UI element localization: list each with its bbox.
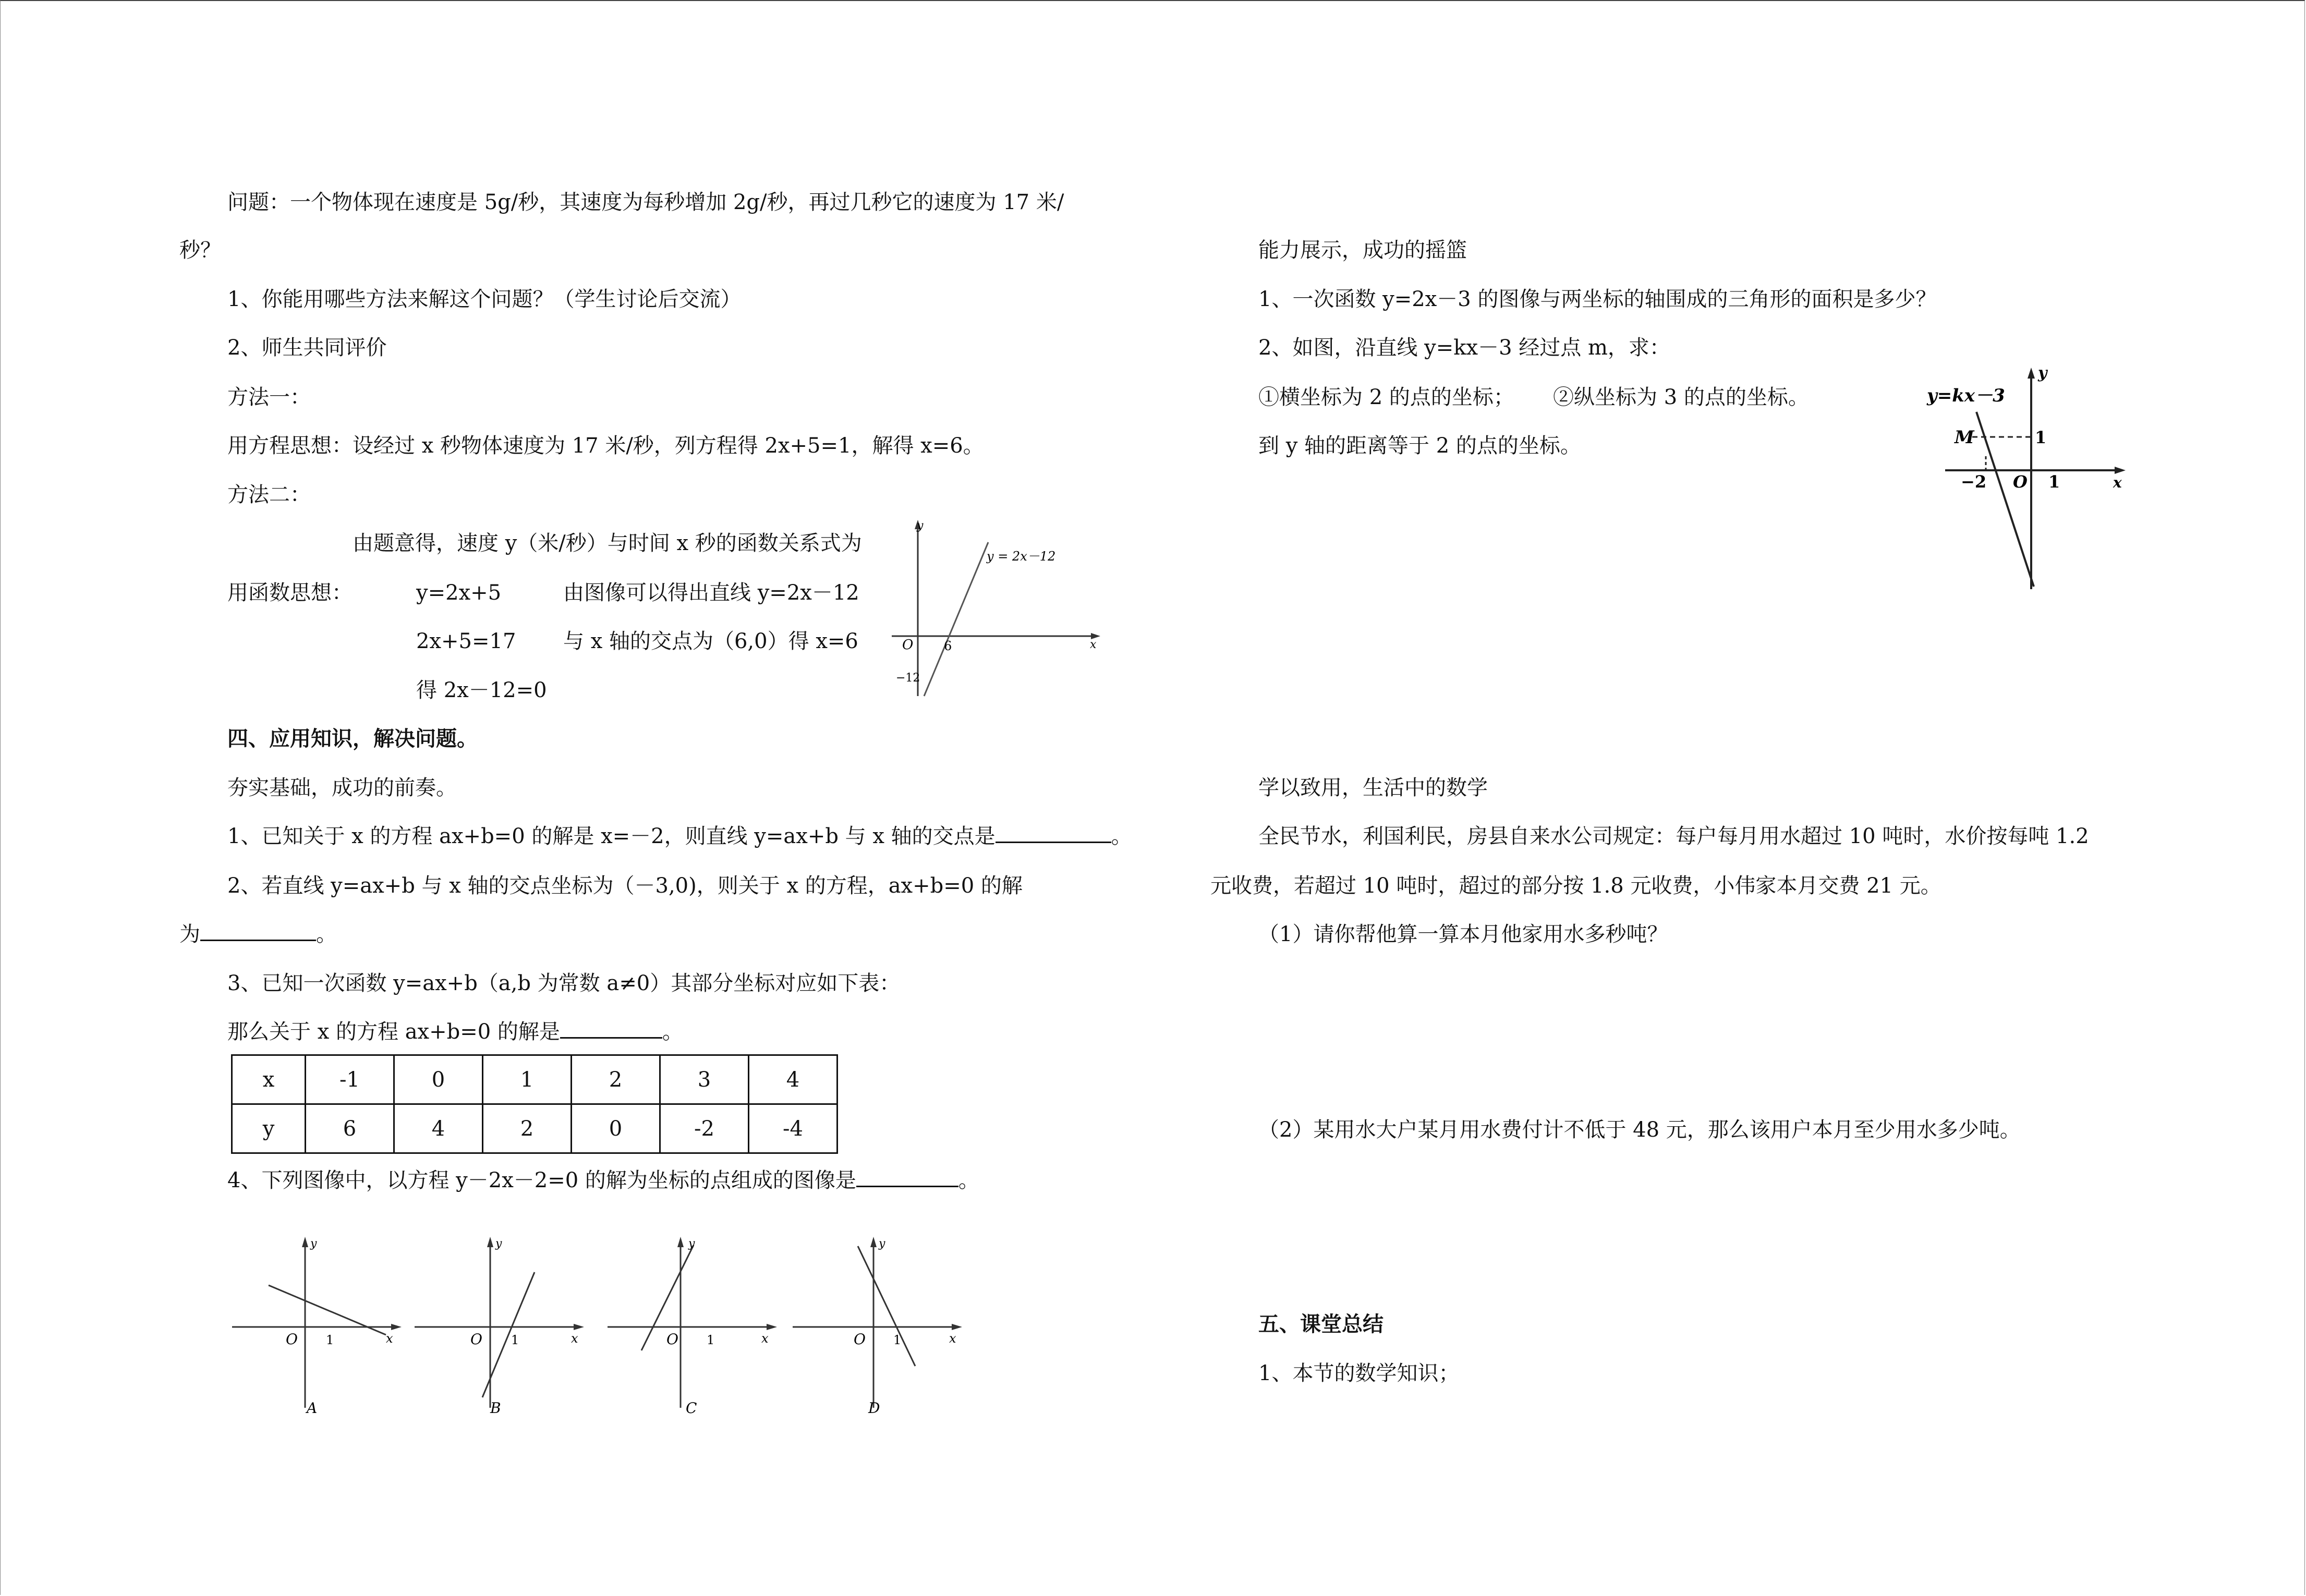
- graph-text-2: 与 x 轴的交点为（6,0）得 x=6: [563, 629, 858, 653]
- exercise-3-blank: [560, 1019, 662, 1039]
- choice-b-tick: 1: [511, 1333, 519, 1347]
- graph1-y-tick: −12: [896, 672, 920, 685]
- choice-graph-b: [412, 1236, 589, 1418]
- table-cell: 1: [483, 1055, 572, 1104]
- section-4-heading: 四、应用知识，解决问题。: [227, 726, 478, 751]
- exercise-2-prefix: 为: [179, 922, 200, 946]
- graph-text-1: 由图像可以得出直线 y=2x－12: [563, 581, 859, 605]
- table-cell: 3: [660, 1055, 749, 1104]
- exercise-2-cont: [179, 922, 337, 947]
- graph2-origin: O: [2013, 472, 2028, 492]
- choice-b-letter: B: [490, 1399, 501, 1417]
- right-question-2c: 到 y 轴的距离等于 2 的点的坐标。: [1258, 434, 1581, 458]
- equation-1: y=2x+5: [416, 581, 502, 605]
- choice-d-tick: 1: [893, 1333, 902, 1347]
- equation-3: 得 2x－12=0: [416, 678, 547, 702]
- table-cell: 0: [394, 1055, 483, 1104]
- exercise-2: 2、若直线 y=ax+b 与 x 轴的交点坐标为（－3,0)，则关于 x 的方程，ax+b=0 的解: [227, 874, 1023, 898]
- exercise-3-end: 。: [662, 1020, 683, 1044]
- exercise-1-blank: [996, 824, 1111, 843]
- table-cell: x: [232, 1055, 306, 1104]
- choice-c-letter: C: [686, 1399, 697, 1417]
- graph1-ylabel: y: [917, 519, 924, 532]
- exercise-3-text: 那么关于 x 的方程 ax+b=0 的解是: [227, 1020, 560, 1044]
- graph2-y-tick: 1: [2035, 428, 2047, 447]
- exercise-4-text: 4、下列图像中，以方程 y－2x－2=0 的解为坐标的点组成的图像是: [227, 1168, 856, 1192]
- choice-b-xlabel: x: [571, 1331, 578, 1346]
- choice-b-origin: O: [470, 1331, 482, 1348]
- water-question-1: （1）请你帮他算一算本月他家用水多秒吨？: [1258, 922, 1668, 946]
- right-question-2b: ②纵坐标为 3 的点的坐标。: [1553, 385, 1809, 409]
- question-2: 2、师生共同评价: [227, 336, 387, 360]
- choice-a-letter: A: [307, 1399, 318, 1417]
- choice-b-ylabel: y: [495, 1237, 502, 1250]
- section-5-heading: 五、课堂总结: [1258, 1312, 1383, 1336]
- method-2-intro: 由题意得，速度 y（米/秒）与时间 x 秒的函数关系式为: [353, 531, 862, 555]
- right-question-2: 2、如图，沿直线 y=kx－3 经过点 m，求：: [1258, 336, 1670, 360]
- value-table: [231, 1054, 838, 1154]
- choice-graph-c: [605, 1236, 782, 1418]
- exercise-3: 3、已知一次函数 y=ax+b（a,b 为常数 a≠0）其部分坐标对应如下表：: [227, 971, 901, 995]
- choice-a-origin: O: [286, 1331, 298, 1348]
- graph2-ylabel: y: [2038, 364, 2047, 382]
- choice-graph-d: [790, 1236, 967, 1418]
- table-cell: -1: [306, 1055, 394, 1104]
- exercise-1-end: 。: [1111, 824, 1132, 848]
- graph1-line-label: y = 2x－12: [987, 549, 1056, 564]
- foundation-heading: 夯实基础，成功的前奏。: [227, 776, 457, 800]
- choice-a-ylabel: y: [310, 1237, 317, 1250]
- table-cell: 0: [572, 1104, 660, 1153]
- table-cell: 6: [306, 1104, 394, 1153]
- choice-c-ylabel: y: [688, 1237, 695, 1250]
- table-cell: 4: [749, 1055, 838, 1104]
- ability-heading: 能力展示，成功的摇篮: [1258, 238, 1467, 262]
- graph2-point: M: [1955, 427, 1974, 448]
- exercise-3-question: [227, 1019, 683, 1044]
- problem-line-2: 秒？: [179, 238, 221, 262]
- exercise-1: [227, 824, 1132, 849]
- graph1-xlabel: x: [1090, 638, 1097, 651]
- choice-a-xlabel: x: [386, 1331, 393, 1346]
- table-cell: 4: [394, 1104, 483, 1153]
- method-1-text: 用方程思想：设经过 x 秒物体速度为 17 米/秒，列方程得 2x+5=1，解得 x=6。: [227, 434, 984, 458]
- graph2-line-label: y=kx－3: [1927, 385, 2005, 406]
- graph2-x-neg: −2: [1961, 472, 1987, 492]
- table-cell: 2: [483, 1104, 572, 1153]
- right-question-1: 1、一次函数 y=2x－3 的图像与两坐标的轴围成的三角形的面积是多少？: [1258, 287, 1937, 311]
- table-row: [232, 1055, 838, 1104]
- water-problem-line-2: 元收费，若超过 10 吨时，超过的部分按 1.8 元收费，小伟家本月交费 21 元。: [1210, 874, 1941, 898]
- choice-c-origin: O: [666, 1331, 678, 1348]
- equation-2: 2x+5=17: [416, 629, 516, 653]
- exercise-1-text: 1、已知关于 x 的方程 ax+b=0 的解是 x=－2，则直线 y=ax+b 与 x 轴的交点是: [227, 824, 996, 848]
- method-2-label: 用函数思想：: [227, 581, 353, 605]
- water-question-2: （2）某用水大户某月用水费付计不低于 48 元，那么该用户本月至少用水多少吨。: [1258, 1118, 2021, 1142]
- method-2-title: 方法二：: [227, 483, 311, 507]
- exercise-4-blank: [856, 1168, 958, 1187]
- choice-d-xlabel: x: [949, 1331, 956, 1346]
- choice-d-origin: O: [854, 1331, 866, 1348]
- graph2-xlabel: x: [2113, 474, 2122, 491]
- choice-a-tick: 1: [326, 1333, 334, 1347]
- graph1-x-tick: 6: [944, 639, 952, 653]
- exercise-2-blank: [200, 922, 316, 941]
- choice-c-tick: 1: [707, 1333, 715, 1347]
- question-1: 1、你能用哪些方法来解这个问题？（学生讨论后交流）: [227, 287, 742, 311]
- method-1-title: 方法一：: [227, 385, 311, 409]
- choice-graph-a: [229, 1236, 407, 1418]
- right-question-2a: ①横坐标为 2 的点的坐标；: [1258, 385, 1514, 409]
- water-problem-line-1: 全民节水，利国利民，房县自来水公司规定：每户每月用水超过 10 吨时，水价按每吨 1.2: [1258, 824, 2089, 848]
- exercise-4: [227, 1168, 979, 1193]
- choice-d-letter: D: [868, 1399, 880, 1417]
- table-cell: y: [232, 1104, 306, 1153]
- choice-d-ylabel: y: [879, 1237, 885, 1250]
- graph1-origin: O: [902, 637, 914, 653]
- problem-line-1: 问题：一个物体现在速度是 5g/秒，其速度为每秒增加 2g/秒，再过几秒它的速度为 17 米/: [227, 190, 1064, 214]
- table-cell: 2: [572, 1055, 660, 1104]
- graph-y-2x-12: [887, 514, 1106, 701]
- table-cell: -4: [749, 1104, 838, 1153]
- choice-c-xlabel: x: [761, 1331, 769, 1346]
- apply-heading: 学以致用，生活中的数学: [1258, 776, 1488, 800]
- table-row: [232, 1104, 838, 1153]
- table-cell: -2: [660, 1104, 749, 1153]
- summary-item-1: 1、本节的数学知识；: [1258, 1361, 1460, 1385]
- exercise-4-end: 。: [958, 1168, 979, 1192]
- graph-y-kx-3: [1924, 360, 2133, 594]
- graph2-x-pos: 1: [2048, 472, 2060, 492]
- exercise-2-end: 。: [316, 922, 337, 946]
